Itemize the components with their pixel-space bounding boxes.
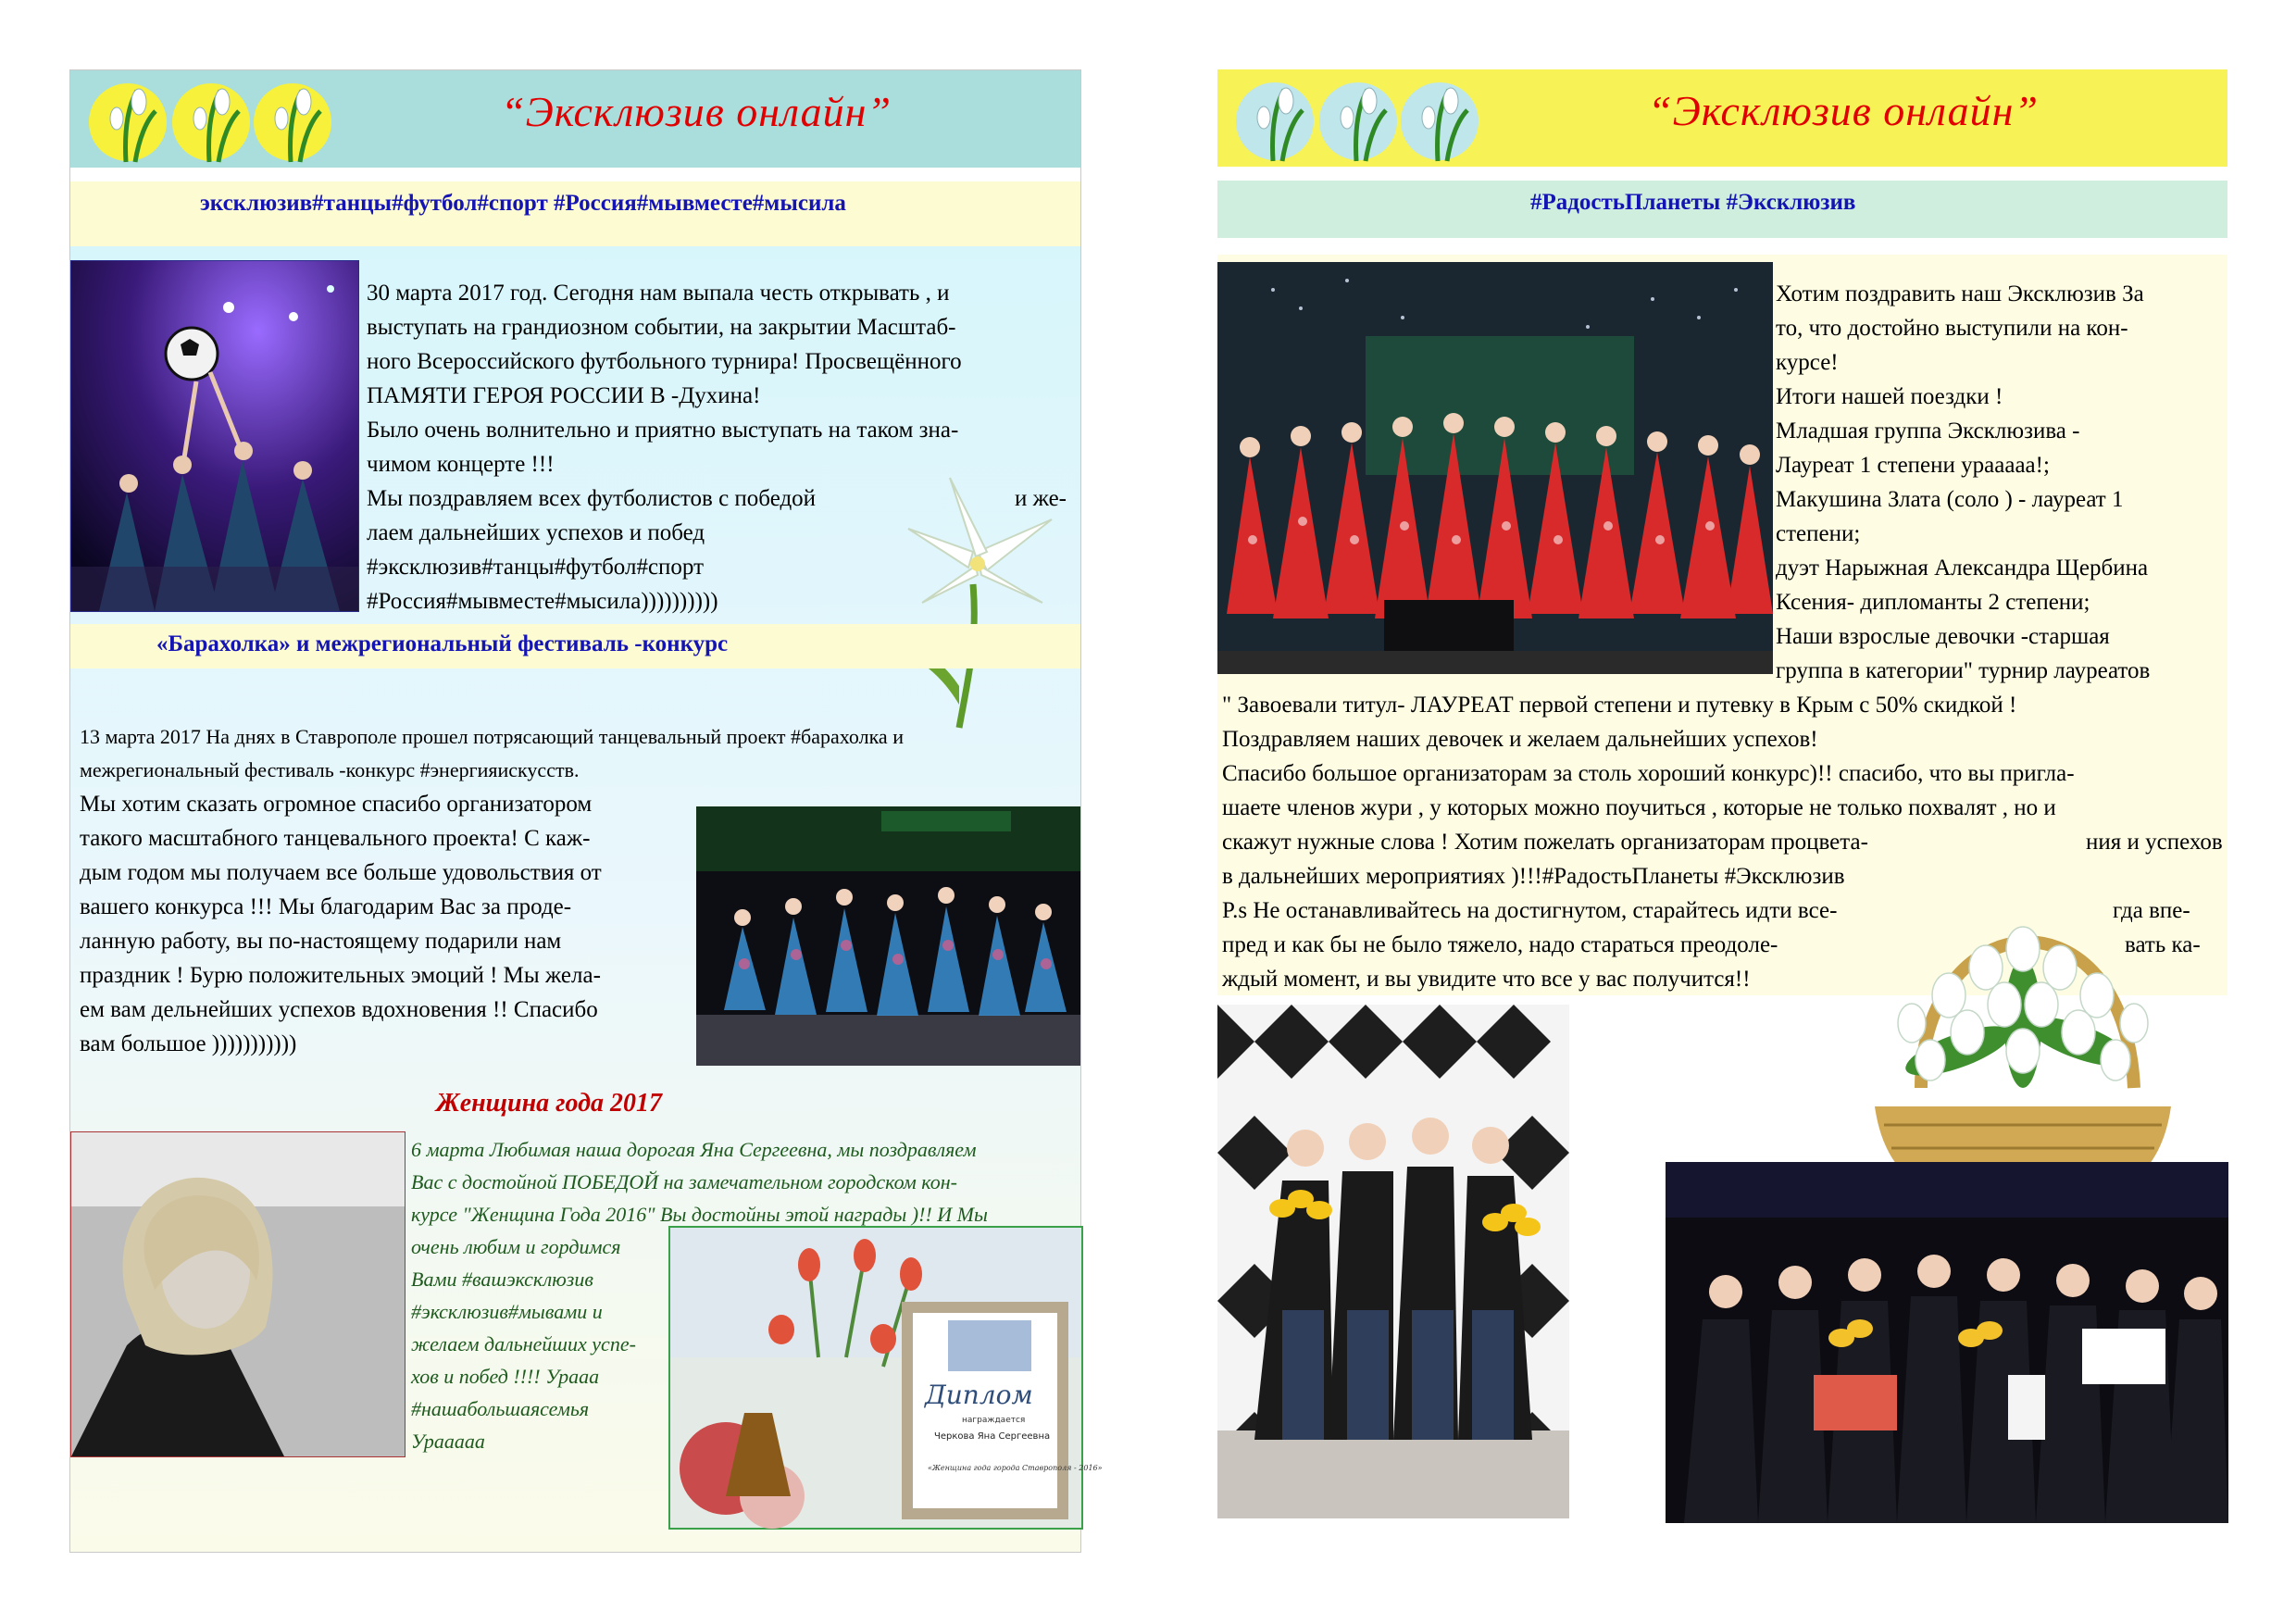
text-line-left: P.s Не останавливайтесь на достигнутом, старайтесь идти все- (1222, 898, 1838, 923)
masthead-bar (1217, 69, 2227, 167)
left-page (69, 69, 1103, 1553)
text-line: Итоги нашей поездки ! (1776, 384, 2003, 409)
text-line: Вас с достойной ПОБЕДОЙ на замечательном городском кон- (411, 1170, 957, 1193)
lily-icon (885, 464, 1070, 732)
section-heading-woman-of-year: Женщина года 2017 (436, 1089, 662, 1118)
text-line: #эксклюзив#мывами и (411, 1300, 603, 1323)
masthead-title: “Эксклюзив онлайн” (1648, 87, 2040, 134)
photo-girls-tulips (1217, 1005, 1569, 1518)
text-line: дуэт Нарыжная Александра Щербина (1776, 556, 2149, 581)
article-contest-results (1776, 277, 2229, 688)
text-line: Хотим поздравить наш Эксклюзив За (1776, 281, 2144, 306)
text-line: группа в категории" турнир лауреатов (1776, 658, 2151, 683)
text-line: Урааааа (411, 1430, 485, 1453)
photo-diploma (668, 1226, 1103, 1530)
section-heading-baraholka: «Барахолка» и межрегиональный фестиваль -конкурс (156, 631, 729, 656)
text-line-right: гда впе- (2113, 898, 2190, 923)
photo-dancers-football (70, 260, 359, 612)
snowdrop-icon (81, 74, 350, 167)
article-baraholka (80, 787, 709, 1061)
text-line: праздник ! Бурю положительных эмоций ! Мы жела- (80, 963, 601, 988)
text-line-right: ния и успехов (2086, 830, 2223, 855)
text-line: желаем дальнейших успе- (411, 1332, 636, 1355)
text-line: " Завоевали титул- ЛАУРЕАТ первой степени и путевку в Крым с 50% скидкой ! (1222, 693, 2017, 718)
text-line: Лауреат 1 степени урааааа!; (1776, 453, 2050, 478)
diploma-subtitle: награждается (962, 1416, 1026, 1425)
text-line: дым годом мы получаем все больше удовольствия от (80, 860, 602, 885)
text-line: Было очень волнительно и приятно выступать на таком зна- (367, 418, 959, 443)
text-line: курсе! (1776, 350, 1839, 375)
text-line: ждый момент, и вы увидите что все у вас получится!! (1222, 967, 1751, 992)
right-page (1217, 69, 2227, 1551)
photo-portrait (70, 1131, 406, 1457)
text-line: в дальнейших мероприятиях )!!!#РадостьПланеты #Эксклюзив (1222, 864, 1845, 889)
text-line: Мы хотим сказать огромное спасибо организатором (80, 792, 593, 817)
hashtag-line: #РадостьПланеты #Эксклюзив (1530, 190, 1856, 215)
text-line: то, что достойно выступили на кон- (1776, 316, 2128, 341)
masthead-bar (70, 70, 1080, 168)
photo-group-red-dresses (1217, 262, 1773, 674)
text-line: такого масштабного танцевального проекта! С каж- (80, 826, 591, 851)
text-line: хов и побед !!!! Ураaa (411, 1365, 600, 1388)
text-line: 30 марта 2017 год. Сегодня нам выпала честь открывать , и (367, 281, 950, 306)
text-line: 13 марта 2017 На днях в Ставрополе прошел потрясающий танцевальный проект #барахолка и (80, 725, 904, 748)
text-line: чимом концерте !!! (367, 452, 555, 477)
text-line: ного Всероссийского футбольного турнира! Просвещённого (367, 349, 962, 374)
text-line: 6 марта Любимая наша дорогая Яна Сергеевна, мы поздравляем (411, 1138, 977, 1161)
text-line: очень любим и гордимся (411, 1235, 621, 1258)
text-line-left: скажут нужные слова ! Хотим пожелать организаторам процвета- (1222, 830, 1868, 855)
text-line: Поздравляем наших девочек и желаем дальнейших успехов! (1222, 727, 1818, 752)
text-line: вам большое ))))))))))) (80, 1031, 297, 1056)
text-line: шаете членов жури , у которых можно поучиться , которые не только похвалят , но и (1222, 795, 2056, 820)
photo-stage-awards (1666, 1162, 2228, 1523)
text-line-left: пред и как бы не было тяжело, надо стараться преодоле- (1222, 932, 1778, 957)
text-line: курсе "Женщина Года 2016" Вы достойны этой награды )!! И Мы (411, 1203, 988, 1226)
masthead-title: “Эксклюзив онлайн” (501, 88, 892, 135)
text-line: #эксклюзив#танцы#футбол#спорт (367, 555, 705, 580)
text-line: ПАМЯТИ ГЕРОЯ РОССИИ В -Духина! (367, 383, 761, 408)
text-line: выступать на грандиозном событии, на закрытии Масштаб- (367, 315, 956, 340)
text-line: Ксения- дипломанты 2 степени; (1776, 590, 2090, 615)
article-baraholka-intro (80, 720, 1070, 787)
text-line-left: Мы поздравляем всех футболистов с победой (367, 486, 817, 511)
text-line: Младшая группа Эксклюзива - (1776, 418, 2080, 443)
diploma-title: Диплом (925, 1380, 1033, 1410)
diploma-caption: «Женщина года города Ставрополя - 2016» (928, 1464, 1103, 1472)
text-line-right: и же- (1015, 486, 1067, 511)
text-line: Вами #вашэксклюзив (411, 1268, 593, 1291)
text-line: #нашабольшаясемья (411, 1397, 590, 1420)
snowdrop-icon (1229, 73, 1497, 166)
photo-baraholka-stage (696, 806, 1080, 1066)
text-line: ем вам дельнейших успехов вдохновения !! Спасибо (80, 997, 598, 1022)
text-line: степени; (1776, 521, 1861, 546)
text-line: Наши взрослые девочки -старшая (1776, 624, 2110, 649)
diploma-name: Черкова Яна Сергеевна (934, 1431, 1051, 1442)
text-line-right: вать ка- (2125, 932, 2201, 957)
text-line: межрегиональный фестиваль -конкурс #энергияискусств. (80, 758, 580, 781)
text-line: лаем дальнейших успехов и побед (367, 520, 705, 545)
hashtag-line: эксклюзив#танцы#футбол#спорт #Россия#мывместе#мысила (200, 191, 846, 216)
text-line: Макушина Злата (соло ) - лауреат 1 (1776, 487, 2124, 512)
text-line: #Россия#мывместе#мысила)))))))))) (367, 589, 718, 614)
text-line: ланную работу, вы по-настоящему подарили нам (80, 929, 562, 954)
text-line: вашего конкурса !!! Мы благодарим Вас за проде- (80, 894, 572, 919)
text-line: Спасибо большое организаторам за столь хороший конкурс)!! спасибо, что вы пригла- (1222, 761, 2075, 786)
